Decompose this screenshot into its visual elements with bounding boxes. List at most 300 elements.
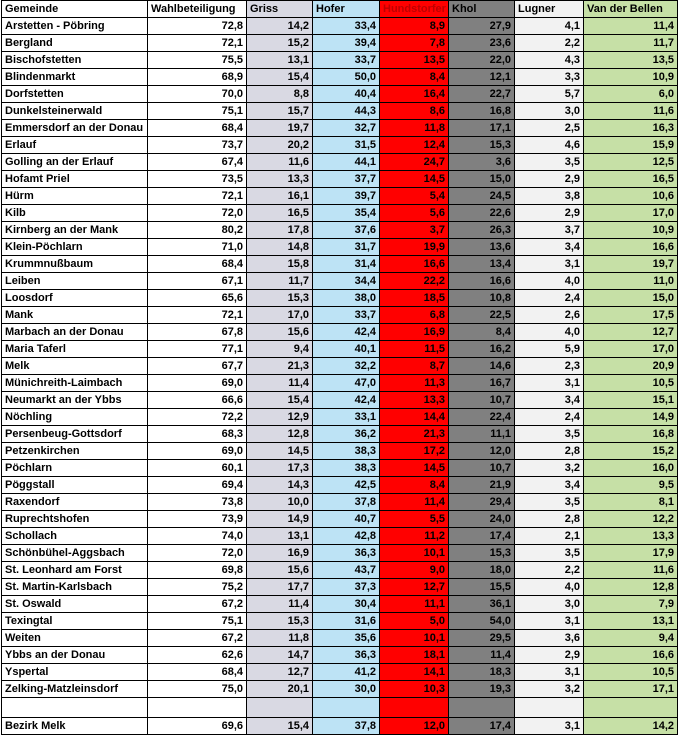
cell-van-der-bellen: 10,5 [584,664,678,681]
table-row [2,103,678,120]
cell-griss: 14,8 [247,239,313,256]
cell-lugner: 3,7 [515,222,584,239]
cell-hofer: 33,4 [313,18,380,35]
cell-lugner: 3,5 [515,545,584,562]
table-row [2,511,678,528]
cell-khol: 54,0 [449,613,515,630]
cell-van-der-bellen: 11,0 [584,273,678,290]
cell-lugner: 3,0 [515,596,584,613]
cell-khol: 10,7 [449,460,515,477]
cell-hundstorfer: 11,2 [380,528,449,545]
table-body [2,18,678,735]
cell-hofer: 42,4 [313,324,380,341]
cell-hundstorfer: 19,9 [380,239,449,256]
table-row [2,18,678,35]
table-row [2,188,678,205]
cell-hofer: 34,4 [313,273,380,290]
cell-hundstorfer: 7,8 [380,35,449,52]
cell-khol: 15,0 [449,171,515,188]
table-row [2,528,678,545]
cell-khol: 15,3 [449,545,515,562]
table-row [2,358,678,375]
cell-gemeinde: Schollach [2,528,148,545]
spacer-cell [247,698,313,718]
cell-van-der-bellen: 17,0 [584,341,678,358]
cell-khol: 21,9 [449,477,515,494]
cell-wahlbeteiligung: 68,4 [148,256,247,273]
cell-lugner: 2,2 [515,35,584,52]
cell-hundstorfer: 5,4 [380,188,449,205]
cell-hundstorfer: 8,4 [380,477,449,494]
cell-wahlbeteiligung: 62,6 [148,647,247,664]
cell-hundstorfer: 17,2 [380,443,449,460]
cell-van-der-bellen: 11,7 [584,35,678,52]
table-row [2,341,678,358]
cell-hundstorfer: 14,1 [380,664,449,681]
cell-wahlbeteiligung: 72,1 [148,35,247,52]
header-khol: Khol [449,1,515,18]
cell-hundstorfer: 10,1 [380,545,449,562]
cell-hofer: 36,3 [313,647,380,664]
cell-wahlbeteiligung: 68,3 [148,426,247,443]
cell-lugner: 3,4 [515,239,584,256]
cell-khol: 24,0 [449,511,515,528]
cell-lugner: 3,5 [515,154,584,171]
cell-hundstorfer: 8,9 [380,18,449,35]
cell-hofer: 33,7 [313,307,380,324]
cell-hundstorfer: 16,6 [380,256,449,273]
cell-lugner: 2,2 [515,562,584,579]
cell-van-der-bellen: 6,0 [584,86,678,103]
cell-lugner: 4,0 [515,273,584,290]
cell-griss: 17,0 [247,307,313,324]
cell-wahlbeteiligung: 67,1 [148,273,247,290]
cell-hundstorfer: 16,9 [380,324,449,341]
cell-hofer: 31,6 [313,613,380,630]
cell-van-der-bellen: 13,1 [584,613,678,630]
table-row [2,664,678,681]
spacer-cell [2,698,148,718]
cell-van-der-bellen: 17,0 [584,205,678,222]
cell-khol: 12,0 [449,443,515,460]
cell-gemeinde: Arstetten - Pöbring [2,18,148,35]
cell-wahlbeteiligung: 67,7 [148,358,247,375]
cell-griss: 11,4 [247,375,313,392]
cell-hofer: 41,2 [313,664,380,681]
cell-lugner: 3,1 [515,375,584,392]
cell-van-der-bellen: 19,7 [584,256,678,273]
cell-wahlbeteiligung: 67,8 [148,324,247,341]
table-row [2,222,678,239]
table-row [2,409,678,426]
cell-khol: 22,5 [449,307,515,324]
cell-hundstorfer: 3,7 [380,222,449,239]
cell-griss: 8,8 [247,86,313,103]
cell-khol: 17,4 [449,528,515,545]
cell-wahlbeteiligung: 75,2 [148,579,247,596]
cell-khol: 18,3 [449,664,515,681]
cell-van-der-bellen: 15,9 [584,137,678,154]
cell-gemeinde: Krummnußbaum [2,256,148,273]
cell-gemeinde: St. Leonhard am Forst [2,562,148,579]
table-row [2,137,678,154]
header-row [2,1,678,18]
cell-lugner: 5,7 [515,86,584,103]
cell-gemeinde: Bezirk Melk [2,718,148,735]
cell-khol: 13,6 [449,239,515,256]
cell-hundstorfer: 5,6 [380,205,449,222]
cell-hundstorfer: 8,7 [380,358,449,375]
cell-gemeinde: Weiten [2,630,148,647]
cell-lugner: 3,1 [515,613,584,630]
cell-gemeinde: Yspertal [2,664,148,681]
cell-wahlbeteiligung: 72,1 [148,307,247,324]
cell-wahlbeteiligung: 67,2 [148,596,247,613]
cell-hundstorfer: 11,8 [380,120,449,137]
cell-khol: 13,4 [449,256,515,273]
table-row [2,545,678,562]
cell-hundstorfer: 12,4 [380,137,449,154]
election-results-table [1,0,678,735]
cell-hofer: 38,0 [313,290,380,307]
cell-gemeinde: Emmersdorf an der Donau [2,120,148,137]
cell-griss: 11,4 [247,596,313,613]
cell-hofer: 42,4 [313,392,380,409]
cell-khol: 3,6 [449,154,515,171]
table-row [2,120,678,137]
cell-gemeinde: Raxendorf [2,494,148,511]
cell-khol: 15,3 [449,137,515,154]
cell-hundstorfer: 10,3 [380,681,449,698]
cell-hofer: 33,1 [313,409,380,426]
cell-griss: 15,7 [247,103,313,120]
cell-hundstorfer: 16,4 [380,86,449,103]
cell-hofer: 36,3 [313,545,380,562]
cell-lugner: 2,3 [515,358,584,375]
cell-griss: 13,1 [247,528,313,545]
cell-hofer: 39,7 [313,188,380,205]
cell-lugner: 4,0 [515,324,584,341]
cell-lugner: 3,4 [515,477,584,494]
cell-hofer: 31,7 [313,239,380,256]
cell-hundstorfer: 5,0 [380,613,449,630]
cell-hofer: 30,0 [313,681,380,698]
cell-khol: 10,7 [449,392,515,409]
cell-wahlbeteiligung: 73,9 [148,511,247,528]
cell-hundstorfer: 18,5 [380,290,449,307]
cell-van-der-bellen: 13,5 [584,52,678,69]
cell-khol: 12,1 [449,69,515,86]
cell-griss: 15,6 [247,324,313,341]
table-row [2,86,678,103]
cell-khol: 17,4 [449,718,515,735]
cell-griss: 15,3 [247,613,313,630]
cell-lugner: 3,1 [515,256,584,273]
cell-wahlbeteiligung: 60,1 [148,460,247,477]
cell-van-der-bellen: 16,6 [584,239,678,256]
cell-hofer: 43,7 [313,562,380,579]
cell-wahlbeteiligung: 67,2 [148,630,247,647]
cell-lugner: 2,9 [515,205,584,222]
cell-wahlbeteiligung: 72,8 [148,18,247,35]
cell-hundstorfer: 8,4 [380,69,449,86]
cell-gemeinde: Kirnberg an der Mank [2,222,148,239]
table-row [2,205,678,222]
cell-griss: 14,3 [247,477,313,494]
table-row [2,681,678,698]
cell-hofer: 31,5 [313,137,380,154]
cell-van-der-bellen: 12,8 [584,579,678,596]
table-row [2,426,678,443]
cell-hofer: 36,2 [313,426,380,443]
cell-hundstorfer: 10,1 [380,630,449,647]
table-row [2,154,678,171]
cell-khol: 15,5 [449,579,515,596]
cell-gemeinde: Texingtal [2,613,148,630]
cell-khol: 16,7 [449,375,515,392]
cell-lugner: 2,6 [515,307,584,324]
header-wahlbeteiligung: Wahlbeteiligung [148,1,247,18]
cell-lugner: 4,3 [515,52,584,69]
cell-hofer: 37,8 [313,718,380,735]
cell-griss: 11,6 [247,154,313,171]
cell-griss: 14,2 [247,18,313,35]
cell-lugner: 2,8 [515,511,584,528]
cell-griss: 15,2 [247,35,313,52]
cell-gemeinde: Schönbühel-Aggsbach [2,545,148,562]
cell-van-der-bellen: 7,9 [584,596,678,613]
cell-hofer: 33,7 [313,52,380,69]
cell-khol: 11,4 [449,647,515,664]
cell-griss: 16,5 [247,205,313,222]
cell-van-der-bellen: 17,9 [584,545,678,562]
cell-lugner: 5,9 [515,341,584,358]
cell-lugner: 4,0 [515,579,584,596]
cell-wahlbeteiligung: 67,4 [148,154,247,171]
cell-griss: 14,9 [247,511,313,528]
cell-gemeinde: Erlauf [2,137,148,154]
cell-wahlbeteiligung: 74,0 [148,528,247,545]
table-row [2,324,678,341]
cell-gemeinde: Mank [2,307,148,324]
cell-hofer: 40,7 [313,511,380,528]
cell-khol: 16,2 [449,341,515,358]
table-row [2,613,678,630]
cell-gemeinde: Nöchling [2,409,148,426]
header-gemeinde: Gemeinde [2,1,148,18]
cell-griss: 15,3 [247,290,313,307]
cell-gemeinde: St. Martin-Karlsbach [2,579,148,596]
cell-hofer: 44,1 [313,154,380,171]
cell-khol: 36,1 [449,596,515,613]
cell-wahlbeteiligung: 72,1 [148,188,247,205]
cell-hofer: 42,8 [313,528,380,545]
cell-gemeinde: Neumarkt an der Ybbs [2,392,148,409]
cell-khol: 8,4 [449,324,515,341]
header-hundstorfer: Hundstorfer [380,1,449,18]
cell-lugner: 2,9 [515,647,584,664]
cell-van-der-bellen: 9,5 [584,477,678,494]
cell-hofer: 32,2 [313,358,380,375]
cell-lugner: 2,8 [515,443,584,460]
cell-van-der-bellen: 20,9 [584,358,678,375]
table-row [2,171,678,188]
cell-griss: 19,7 [247,120,313,137]
cell-van-der-bellen: 10,9 [584,69,678,86]
cell-lugner: 3,6 [515,630,584,647]
cell-wahlbeteiligung: 73,5 [148,171,247,188]
cell-lugner: 2,4 [515,409,584,426]
cell-griss: 11,7 [247,273,313,290]
table-row [2,290,678,307]
table-row [2,647,678,664]
cell-griss: 17,8 [247,222,313,239]
cell-van-der-bellen: 15,1 [584,392,678,409]
cell-gemeinde: Leiben [2,273,148,290]
cell-van-der-bellen: 11,6 [584,103,678,120]
table-row [2,375,678,392]
cell-van-der-bellen: 12,2 [584,511,678,528]
cell-lugner: 3,0 [515,103,584,120]
cell-hundstorfer: 5,5 [380,511,449,528]
cell-van-der-bellen: 8,1 [584,494,678,511]
table-row [2,239,678,256]
cell-griss: 20,2 [247,137,313,154]
spacer-cell [148,698,247,718]
cell-hundstorfer: 13,3 [380,392,449,409]
cell-gemeinde: Ruprechtshofen [2,511,148,528]
cell-lugner: 3,5 [515,426,584,443]
table-row [2,630,678,647]
cell-wahlbeteiligung: 72,0 [148,545,247,562]
cell-hofer: 37,8 [313,494,380,511]
cell-hofer: 39,4 [313,35,380,52]
cell-wahlbeteiligung: 75,1 [148,613,247,630]
cell-hofer: 32,7 [313,120,380,137]
cell-hofer: 42,5 [313,477,380,494]
cell-gemeinde: Dorfstetten [2,86,148,103]
cell-khol: 22,4 [449,409,515,426]
cell-wahlbeteiligung: 69,6 [148,718,247,735]
header-van-der-bellen: Van der Bellen [584,1,678,18]
cell-gemeinde: St. Oswald [2,596,148,613]
cell-wahlbeteiligung: 73,7 [148,137,247,154]
cell-griss: 16,1 [247,188,313,205]
cell-gemeinde: Klein-Pöchlarn [2,239,148,256]
cell-griss: 17,7 [247,579,313,596]
cell-hofer: 47,0 [313,375,380,392]
cell-gemeinde: Dunkelsteinerwald [2,103,148,120]
cell-wahlbeteiligung: 75,5 [148,52,247,69]
cell-hundstorfer: 14,5 [380,171,449,188]
cell-griss: 21,3 [247,358,313,375]
cell-lugner: 2,5 [515,120,584,137]
cell-van-der-bellen: 16,3 [584,120,678,137]
cell-hofer: 31,4 [313,256,380,273]
header-hofer: Hofer [313,1,380,18]
cell-wahlbeteiligung: 69,8 [148,562,247,579]
cell-hofer: 40,1 [313,341,380,358]
cell-van-der-bellen: 11,4 [584,18,678,35]
spacer-cell [313,698,380,718]
cell-lugner: 2,1 [515,528,584,545]
cell-gemeinde: Loosdorf [2,290,148,307]
cell-hundstorfer: 11,3 [380,375,449,392]
cell-lugner: 3,1 [515,664,584,681]
cell-van-der-bellen: 13,3 [584,528,678,545]
cell-khol: 29,4 [449,494,515,511]
table-row [2,562,678,579]
table-row [2,35,678,52]
cell-gemeinde: Kilb [2,205,148,222]
cell-khol: 14,6 [449,358,515,375]
cell-griss: 15,4 [247,392,313,409]
cell-van-der-bellen: 12,7 [584,324,678,341]
spacer-cell [515,698,584,718]
cell-khol: 22,6 [449,205,515,222]
cell-van-der-bellen: 12,5 [584,154,678,171]
cell-khol: 22,0 [449,52,515,69]
cell-lugner: 3,1 [515,718,584,735]
cell-hundstorfer: 11,4 [380,494,449,511]
table-row [2,494,678,511]
cell-van-der-bellen: 16,8 [584,426,678,443]
cell-lugner: 3,3 [515,69,584,86]
table-row [2,307,678,324]
cell-wahlbeteiligung: 70,0 [148,86,247,103]
cell-van-der-bellen: 10,6 [584,188,678,205]
cell-griss: 14,5 [247,443,313,460]
cell-lugner: 3,2 [515,460,584,477]
cell-griss: 13,1 [247,52,313,69]
spacer-cell [584,698,678,718]
cell-griss: 15,8 [247,256,313,273]
cell-gemeinde: Zelking-Matzleinsdorf [2,681,148,698]
cell-griss: 12,7 [247,664,313,681]
cell-van-der-bellen: 15,0 [584,290,678,307]
cell-hundstorfer: 21,3 [380,426,449,443]
cell-gemeinde: Golling an der Erlauf [2,154,148,171]
cell-griss: 12,9 [247,409,313,426]
table-row [2,256,678,273]
cell-wahlbeteiligung: 73,8 [148,494,247,511]
cell-hofer: 40,4 [313,86,380,103]
cell-van-der-bellen: 14,9 [584,409,678,426]
cell-khol: 26,3 [449,222,515,239]
cell-gemeinde: Marbach an der Donau [2,324,148,341]
cell-hofer: 38,3 [313,460,380,477]
spacer-cell [449,698,515,718]
cell-wahlbeteiligung: 69,0 [148,443,247,460]
spacer-row [2,698,678,718]
cell-wahlbeteiligung: 68,4 [148,120,247,137]
cell-hundstorfer: 24,7 [380,154,449,171]
cell-hofer: 35,6 [313,630,380,647]
cell-gemeinde: Bergland [2,35,148,52]
cell-gemeinde: Persenbeug-Gottsdorf [2,426,148,443]
total-row [2,718,678,735]
cell-gemeinde: Petzenkirchen [2,443,148,460]
table-row [2,52,678,69]
cell-khol: 17,1 [449,120,515,137]
cell-hundstorfer: 14,5 [380,460,449,477]
cell-gemeinde: Maria Taferl [2,341,148,358]
cell-hundstorfer: 11,5 [380,341,449,358]
cell-griss: 17,3 [247,460,313,477]
cell-wahlbeteiligung: 72,2 [148,409,247,426]
cell-van-der-bellen: 10,5 [584,375,678,392]
header-griss: Griss [247,1,313,18]
